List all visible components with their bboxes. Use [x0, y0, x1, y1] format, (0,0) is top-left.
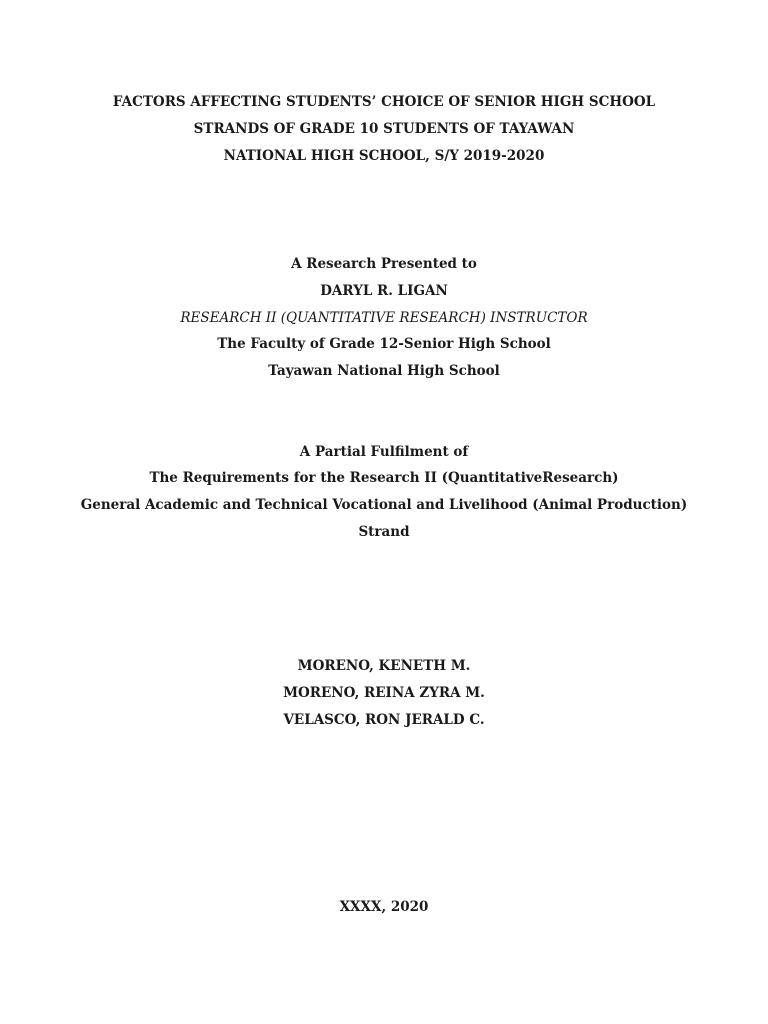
requirements-line: The Requirements for the Research II (QuantitativeResearch) [149, 470, 619, 486]
title-line-1: FACTORS AFFECTING STUDENTS’ CHOICE OF SENIOR HIGH SCHOOL [112, 94, 656, 110]
presented-intro: A Research Presented to [291, 256, 477, 272]
faculty-line: The Faculty of Grade 12-Senior High School [217, 336, 551, 352]
title-line-3: NATIONAL HIGH SCHOOL, S/Y 2019-2020 [223, 148, 545, 164]
school-line: Tayawan National High School [268, 363, 500, 379]
author-2: MORENO, REINA ZYRA M. [283, 685, 485, 701]
fulfilment-intro: A Partial Fulfilment of [299, 444, 469, 460]
instructor-name: DARYL R. LIGAN [320, 283, 448, 299]
author-1: MORENO, KENETH M. [297, 658, 471, 674]
instructor-role: RESEARCH II (QUANTITATIVE RESEARCH) INSTRUCTOR [180, 310, 588, 326]
strand-word: Strand [358, 524, 410, 540]
author-3: VELASCO, RON JERALD C. [283, 712, 485, 728]
date-line: XXXX, 2020 [339, 899, 429, 915]
strand-line: General Academic and Technical Vocational and Livelihood (Animal Production) [80, 497, 688, 513]
title-line-2: STRANDS OF GRADE 10 STUDENTS OF TAYAWAN [193, 121, 575, 137]
